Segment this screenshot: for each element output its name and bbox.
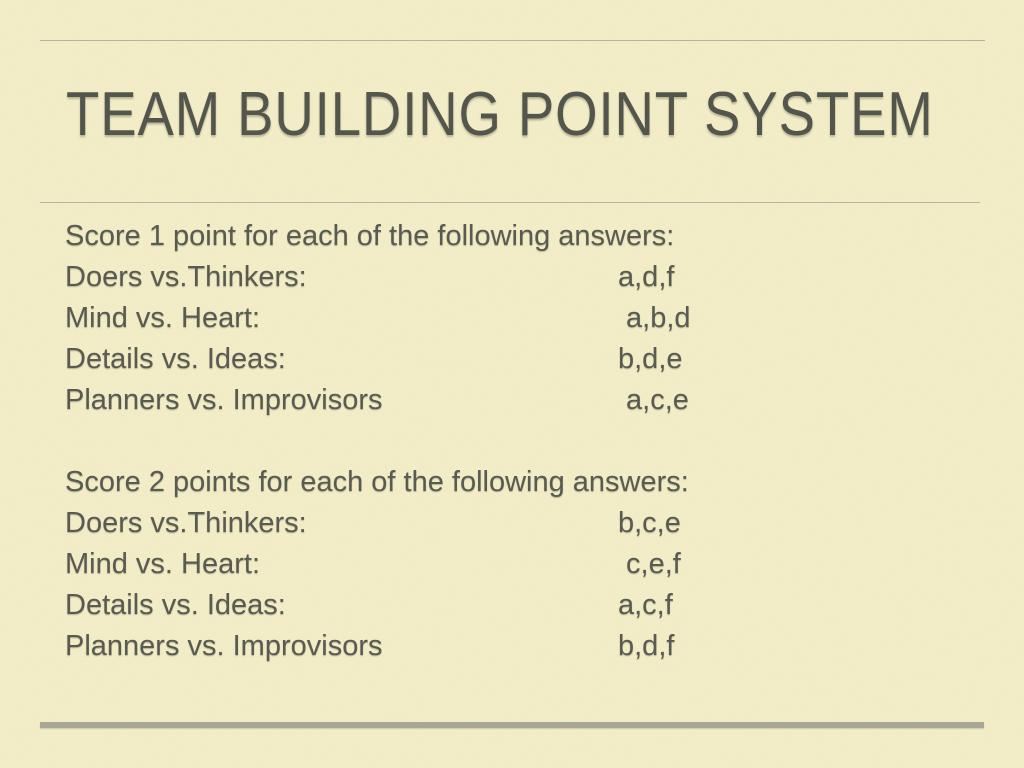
- score-row: [65, 544, 965, 585]
- category-label: Mind vs. Heart:: [65, 548, 260, 580]
- slide-title: TEAM BUILDING POINT SYSTEM: [66, 80, 934, 149]
- score-row: [65, 585, 965, 626]
- answer-value: a,c,e: [618, 384, 689, 416]
- category-label: Doers vs.Thinkers:: [65, 261, 307, 293]
- score-1-header: Score 1 point for each of the following answers:: [65, 220, 675, 252]
- category-label: Mind vs. Heart:: [65, 302, 260, 334]
- score-2-section: [65, 462, 965, 667]
- category-label: Planners vs. Improvisors: [65, 384, 383, 416]
- category-label: Planners vs. Improvisors: [65, 630, 383, 662]
- answer-value: a,b,d: [618, 302, 691, 334]
- score-row: [65, 298, 965, 339]
- category-label: Details vs. Ideas:: [65, 589, 286, 621]
- top-divider: [40, 40, 985, 41]
- score-row: [65, 339, 965, 380]
- score-row: [65, 257, 965, 298]
- title-divider: [40, 202, 980, 203]
- answer-value: b,c,e: [618, 507, 681, 539]
- score-2-header: Score 2 points for each of the following answers:: [65, 466, 689, 498]
- category-label: Doers vs.Thinkers:: [65, 507, 307, 539]
- answer-value: b,d,e: [618, 343, 683, 375]
- score-row: [65, 503, 965, 544]
- answer-value: a,d,f: [618, 261, 675, 293]
- answer-value: b,d,f: [618, 630, 675, 662]
- bottom-divider: [40, 722, 984, 728]
- score-1-section: [65, 216, 965, 421]
- slide-body: [65, 216, 965, 667]
- score-row: [65, 626, 965, 667]
- answer-value: c,e,f: [618, 548, 681, 580]
- answer-value: a,c,f: [618, 589, 673, 621]
- category-label: Details vs. Ideas:: [65, 343, 286, 375]
- score-row: [65, 380, 965, 421]
